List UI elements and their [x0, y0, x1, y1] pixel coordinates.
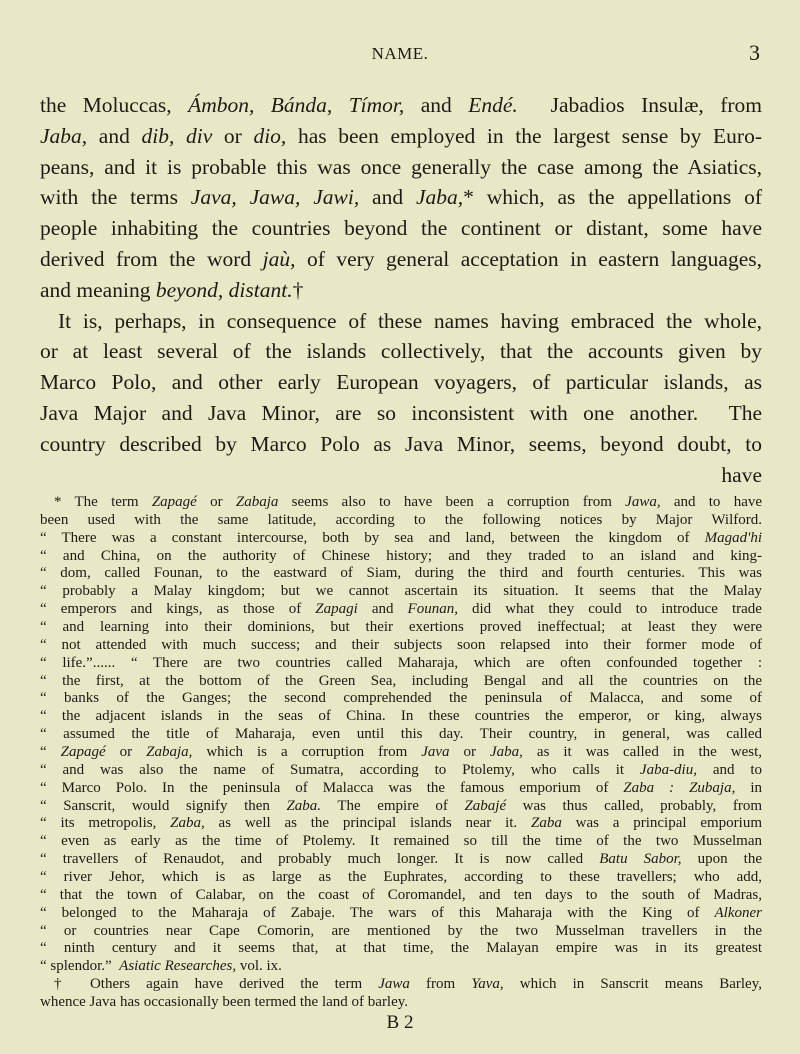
running-title: NAME. — [371, 44, 429, 63]
text-run: or — [105, 744, 147, 761]
footnote-line — [40, 655, 762, 673]
italic-text: Java, Jawa, Jawi, — [190, 185, 360, 210]
footnote-line — [40, 798, 762, 816]
text-run: † — [292, 277, 304, 302]
text-run: and meaning — [40, 277, 156, 302]
text-run: “ the adjacent islands in the seas of China. In these countries the emperor, or king, always — [40, 708, 762, 725]
text-run: “ dom, called Founan, to the eastward of Siam, during the third and fourth centuries. This was — [40, 565, 762, 582]
text-run: the Moluccas, — [40, 93, 189, 117]
footnote-line — [40, 530, 762, 548]
text-run: whence Java has occasionally been termed the land of barley. — [40, 994, 409, 1011]
text-run: and — [87, 123, 142, 148]
italic-text: Endé. — [468, 93, 518, 117]
text-line — [40, 121, 762, 152]
text-line — [40, 244, 762, 275]
footnote-line — [40, 673, 762, 691]
text-line — [40, 367, 762, 398]
text-run: “ travellers of Renaudot, and probably much longer. It is now called — [40, 851, 600, 868]
footnotes — [40, 494, 762, 1012]
text-run: “ Marco Polo. In the peninsula of Malacca was the famous emporium of — [40, 779, 624, 796]
text-run: country described by Marco Polo as Java Minor, seems, beyond doubt, to — [40, 431, 762, 456]
text-run: derived from the word — [40, 246, 263, 271]
text-run: did what they could to introduce trade — [457, 601, 762, 618]
text-run: It is, perhaps, in consequence of these names having embraced the whole, — [58, 308, 762, 333]
text-line — [40, 182, 762, 213]
text-run: “ assumed the title of Maharaja, even until this day. Their country, in general, was called — [40, 726, 762, 743]
italic-text: jaù, — [262, 246, 296, 271]
footnote-line — [40, 637, 762, 655]
text-run: “ probably a Malay kingdom; but we cannot ascertain its situation. It seems that the Malay — [40, 583, 762, 600]
text-run: “ its metropolis, — [40, 815, 171, 832]
text-run: “ and was also the name of Sumatra, according to Ptolemy, who calls it — [40, 761, 640, 778]
italic-text: Jaba-diu, — [639, 761, 697, 778]
footnote-line — [40, 762, 762, 780]
text-run: “ and learning into their dominions, but their exertions proved ineffectual; at least they were — [40, 619, 762, 636]
text-run: † Others again have derived the term — [54, 976, 379, 993]
footnote-line — [40, 940, 762, 958]
italic-text: Zaba : Zubaja, — [623, 779, 736, 796]
text-run: “ the first, at the bottom of the Green Sea, including Bengal and all the countries on the — [40, 672, 762, 689]
text-run: “ ninth century and it seems that, at that time, the Malayan empire was in its greatest — [40, 940, 762, 957]
text-run: from — [409, 976, 472, 993]
footnote-line — [40, 976, 762, 994]
footnote-line — [40, 887, 762, 905]
italic-text: Zapagi — [315, 601, 358, 618]
text-run: and to have — [660, 494, 763, 510]
italic-text: Zapagé — [151, 494, 197, 510]
text-run: and to — [696, 761, 762, 778]
footnote-line — [40, 619, 762, 637]
text-run: Marco Polo, and other early European voyagers, of particular islands, as — [40, 370, 762, 395]
text-line — [40, 275, 762, 306]
page-number: 3 — [749, 40, 760, 65]
text-run: Jabadios Insulæ, from — [517, 93, 762, 117]
text-line — [40, 398, 762, 429]
footnote-line — [40, 744, 762, 762]
signature-mark: B 2 — [386, 1012, 414, 1033]
italic-text: Zabaja — [235, 494, 279, 510]
italic-text: Zaba. — [286, 797, 322, 814]
text-run: “ emperors and kings, as those of — [40, 601, 316, 618]
text-run: peans, and it is probable this was once generally the case among the Asiatics, — [40, 154, 762, 179]
italic-text: Jaba, — [40, 123, 88, 148]
italic-text: dib, div — [141, 123, 213, 148]
italic-text: Zabajé — [464, 797, 507, 814]
italic-text: Zapagé — [60, 744, 106, 761]
text-run: been used with the same latitude, according to the following notices by Major Wilford. — [40, 511, 762, 528]
text-run: people inhabiting the countries beyond the continent or distant, some have — [40, 216, 762, 241]
text-run: which in Sanscrit means Barley, — [503, 976, 762, 993]
footnote-line — [40, 833, 762, 851]
footnote-line — [40, 905, 762, 923]
footnote-line — [40, 548, 762, 566]
text-run: as it was called in the west, — [522, 744, 762, 761]
text-run: “ banks of the Ganges; the second comprehended the peninsula of Malacca, and some of — [40, 690, 762, 707]
italic-text: Batu Sabor, — [599, 851, 682, 868]
text-run: and — [404, 93, 469, 117]
text-run: Java Major and Java Minor, are so inconsistent with one another. The — [40, 400, 762, 425]
text-run: “ river Jehor, which is as large as the Euphrates, according to these travellers; who add, — [40, 869, 762, 886]
footnote-line — [40, 690, 762, 708]
text-run: “ belonged to the Maharaja of Zabaje. The wars of this Maharaja with the King of — [40, 904, 715, 921]
text-run: seems also to have been a corruption from — [278, 494, 626, 510]
text-run: as well as the principal islands near it. — [204, 815, 531, 832]
footnote-line — [40, 851, 762, 869]
text-run: or — [449, 744, 491, 761]
footnote-line — [40, 815, 762, 833]
text-run: “ life.”...... “ There are two countries called Maharaja, which are often confounded together : — [40, 654, 762, 671]
text-run: have — [721, 462, 762, 487]
italic-text: Magad'hi — [704, 529, 762, 546]
text-run: or — [196, 494, 236, 510]
text-run: was thus called, probably, from — [506, 797, 762, 814]
page-header — [0, 40, 800, 68]
text-run: * which, as the appellations of — [463, 185, 762, 210]
footnote-line — [40, 994, 762, 1012]
text-run: “ that the town of Calabar, on the coast of Coromandel, and ten days to the south of Madras, — [40, 886, 762, 903]
footnote-line — [40, 583, 762, 601]
text-line — [40, 336, 762, 367]
text-run: of very general acceptation in eastern languages, — [295, 246, 763, 271]
text-run: upon the — [681, 851, 762, 868]
text-line — [40, 213, 762, 244]
text-run: “ There was a constant intercourse, both by sea and land, between the kingdom of — [40, 529, 705, 546]
italic-text: Java — [421, 744, 450, 761]
text-run: or at least several of the islands collectively, that the accounts given by — [40, 339, 762, 364]
text-line — [40, 306, 762, 337]
italic-text: Zaba, — [170, 815, 205, 832]
italic-text: Alkoner — [714, 904, 762, 921]
italic-text: Asiatic Researches, — [119, 958, 237, 975]
text-run: The empire of — [321, 797, 465, 814]
footnote-line — [40, 958, 762, 976]
footnote-line — [40, 923, 762, 941]
text-line — [40, 429, 762, 460]
footnote-line — [40, 708, 762, 726]
italic-text: Zabaja, — [146, 744, 193, 761]
text-run: “ even as early as the time of Ptolemy. It remained so till the time of the two Musselman — [40, 833, 762, 850]
text-line — [40, 90, 762, 121]
text-run: or — [212, 123, 254, 148]
text-run: * The term — [54, 494, 152, 510]
text-run: was a principal emporium — [561, 815, 762, 832]
italic-text: Jawa, — [625, 494, 661, 510]
text-run: “ — [40, 744, 61, 761]
text-run: “ Sanscrit, would signify then — [40, 797, 287, 814]
text-run: and — [359, 185, 416, 210]
text-run: and — [357, 601, 408, 618]
text-run: with the terms — [40, 185, 191, 210]
text-line — [40, 460, 762, 491]
text-run: “ not attended with much success; and their subjects soon relapsed into their former mode of — [40, 636, 762, 653]
text-run: in — [735, 779, 762, 796]
text-run: vol. ix. — [236, 958, 282, 975]
italic-text: Jaba, — [490, 744, 523, 761]
italic-text: Zaba — [530, 815, 562, 832]
italic-text: beyond, distant. — [155, 277, 293, 302]
text-run: which is a corruption from — [192, 744, 422, 761]
text-run: has been employed in the largest sense by Euro- — [286, 123, 762, 148]
footnote-line — [40, 601, 762, 619]
italic-text: Ámbon, Bánda, Tímor, — [188, 93, 405, 117]
footnote-line — [40, 565, 762, 583]
footnote-line — [40, 726, 762, 744]
body-text — [40, 90, 762, 490]
italic-text: Founan, — [407, 601, 458, 618]
text-run: “ splendor.” — [40, 958, 120, 975]
footnote-line — [40, 869, 762, 887]
italic-text: Jaba, — [415, 185, 464, 210]
footnote-line — [40, 512, 762, 530]
text-run: “ or countries near Cape Comorin, are mentioned by the two Musselman travellers in the — [40, 922, 762, 939]
footnote-line — [40, 494, 762, 512]
italic-text: dio, — [253, 123, 287, 148]
text-line — [40, 152, 762, 183]
footnote-line — [40, 780, 762, 798]
italic-text: Jawa — [378, 976, 410, 993]
italic-text: Yava, — [471, 976, 504, 993]
text-run: “ and China, on the authority of Chinese history; and they traded to an island and king- — [40, 547, 762, 564]
